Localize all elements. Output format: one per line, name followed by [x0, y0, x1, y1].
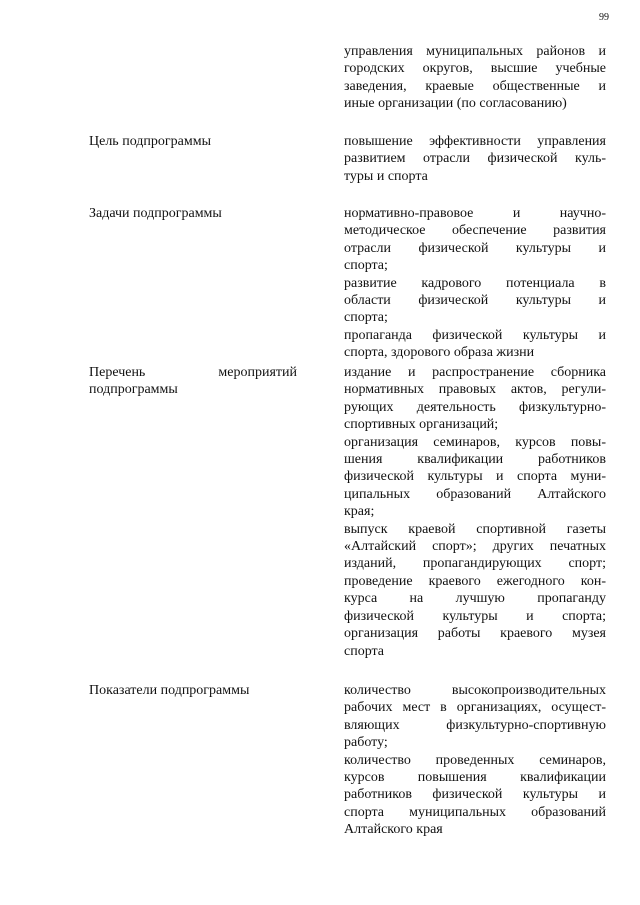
- row-label-line: Показатели подпрограммы: [89, 683, 250, 698]
- row-content-line: «Алтайский спорт»; других печатных: [344, 539, 606, 555]
- row-content-line: повышение эффективности управления: [344, 134, 606, 149]
- row-content-line: физической культуры и спорта;: [344, 608, 606, 624]
- row-content-line: количество высокопроизводительных: [344, 683, 606, 698]
- row-content-line: курсов повышения квалификации: [344, 770, 606, 786]
- row-content: [344, 133, 606, 185]
- row-content-line: спортивных организаций;: [344, 417, 499, 433]
- row-label: [89, 133, 297, 150]
- row-content-line: организация работы краевого музея: [344, 626, 606, 642]
- row-label-line: Задачи подпрограммы: [89, 206, 222, 221]
- row-content-line: организация семинаров, курсов повы-: [344, 434, 606, 450]
- row-content-line: рабочих мест в организациях, осущест-: [344, 700, 606, 716]
- row-content-line: Алтайского края: [344, 822, 443, 838]
- row-content-line: городских округов, высшие учебные: [344, 61, 606, 77]
- row-content-line: управления муниципальных районов и: [344, 44, 606, 59]
- row-content: [344, 682, 606, 839]
- row-content: [344, 43, 606, 113]
- row-content-line: края;: [344, 504, 375, 520]
- row-content-line: спорта муниципальных образований: [344, 804, 606, 820]
- row-label-line: Цель подпрограммы: [89, 134, 211, 149]
- row-content-line: количество проведенных семинаров,: [344, 752, 606, 768]
- row-content-line: вляющих физкультурно-спортивную: [344, 717, 606, 733]
- row-content: [344, 205, 606, 362]
- row-content: [344, 364, 606, 660]
- row-label-line: подпрограммы: [89, 382, 178, 398]
- row-content-line: изданий, пропагандирующих спорт;: [344, 556, 606, 572]
- row-label: [89, 205, 297, 222]
- row-label: [89, 364, 297, 398]
- row-content-line: нормативных правовых актов, регули-: [344, 382, 606, 398]
- row-content-line: пропаганда физической культуры и: [344, 327, 606, 343]
- row-content-line: развитие кадрового потенциала в: [344, 275, 606, 291]
- row-content-line: спорта;: [344, 310, 388, 326]
- row-content-line: туры и спорта: [344, 168, 428, 184]
- row-content-line: работу;: [344, 735, 388, 751]
- page-number: 99: [599, 12, 609, 23]
- row-content-line: ципальных образований Алтайского: [344, 486, 606, 502]
- row-content-line: области физической культуры и: [344, 293, 606, 309]
- row-content-line: работников физической культуры и: [344, 787, 606, 803]
- row-content-line: развитием отрасли физической куль-: [344, 151, 606, 167]
- row-content-line: методическое обеспечение развития: [344, 223, 606, 239]
- row-content-line: спорта;: [344, 258, 388, 274]
- row-content-line: заведения, краевые общественные и: [344, 78, 606, 94]
- row-label: [89, 682, 297, 699]
- row-content-line: физической культуры и спорта муни-: [344, 469, 606, 485]
- row-content-line: издание и распространение сборника: [344, 365, 606, 380]
- row-content-line: иные организации (по согласованию): [344, 96, 567, 112]
- row-content-line: рующих деятельность физкультурно-: [344, 399, 606, 415]
- row-content-line: курса на лучшую пропаганду: [344, 591, 606, 607]
- row-content-line: шения квалификации работников: [344, 452, 606, 468]
- row-label-line: Перечень мероприятий: [89, 365, 297, 380]
- row-content-line: спорта, здорового образа жизни: [344, 345, 535, 361]
- row-content-line: выпуск краевой спортивной газеты: [344, 521, 606, 537]
- row-content-line: нормативно-правовое и научно-: [344, 206, 606, 221]
- row-content-line: проведение краевого ежегодного кон-: [344, 573, 606, 589]
- row-content-line: спорта: [344, 643, 385, 659]
- row-content-line: отрасли физической культуры и: [344, 240, 606, 256]
